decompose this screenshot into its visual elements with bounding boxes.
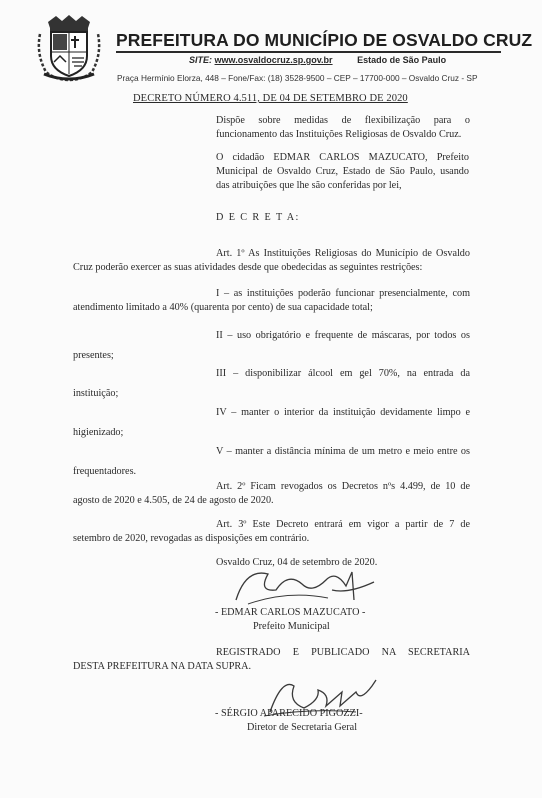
mayor-handwritten-signature [228, 560, 378, 610]
letterhead-site-line [189, 55, 446, 65]
site-url-link[interactable]: www.osvaldocruz.sp.gov.br [214, 55, 333, 65]
letterhead-title: PREFEITURA DO MUNICÍPIO DE OSVALDO CRUZ [116, 30, 533, 50]
preamble-line: das atribuições que lhe são conferidas por lei, [216, 180, 402, 191]
letterhead-rule [116, 51, 501, 53]
mayor-name: - EDMAR CARLOS MAZUCATO - [215, 607, 366, 618]
registry-line: REGISTRADO E PUBLICADO NA SECRETARIA [216, 647, 470, 658]
preamble-line: O cidadão EDMAR CARLOS MAZUCATO, Prefeito [216, 152, 469, 163]
letterhead-address: Praça Hermínio Elorza, 448 – Fone/Fax: (18) 3528-9500 – CEP – 17700-000 – Osvaldo Cruz - SP [117, 73, 478, 83]
item-line: I – as instituições poderão funcionar presencialmente, com [216, 288, 470, 299]
preamble-line: Municipal de Osvaldo Cruz, Estado de São Paulo, usando [216, 166, 469, 177]
item-3 [73, 364, 470, 404]
summary-line: funcionamento das Instituições Religiosas de Osvaldo Cruz. [216, 129, 462, 140]
article-2 [73, 480, 470, 508]
secretary-name: - SÉRGIO APARECIDO PIGOZZI- [215, 708, 363, 719]
article-line: Art. 1º As Instituições Religiosas do Município de Osvaldo [216, 248, 470, 259]
item-line: atendimento limitado a 40% (quarenta por cento) de sua capacidade total; [73, 302, 373, 313]
article-line: Art. 3º Este Decreto entrará em vigor a partir de 7 de [216, 519, 470, 530]
item-line: presentes; [73, 350, 114, 361]
article-line: agosto de 2020 e 4.505, de 24 de agosto de 2020. [73, 495, 274, 506]
summary-line: Dispõe sobre medidas de flexibilização para o [216, 115, 470, 126]
article-line: Art. 2º Ficam revogados os Decretos nºs 4.499, de 10 de [216, 481, 470, 492]
decreta-heading: D E C R E T A: [216, 212, 300, 223]
municipal-coat-of-arms [34, 14, 104, 84]
article-3 [73, 518, 470, 546]
item-line: II – uso obrigatório e frequente de máscaras, por todos os [216, 330, 470, 341]
decree-preamble [216, 151, 469, 193]
article-1 [73, 247, 470, 275]
item-4 [73, 403, 470, 443]
item-1 [73, 287, 470, 315]
mayor-role: Prefeito Municipal [253, 621, 330, 632]
item-5 [73, 442, 470, 482]
item-line: III – disponibilizar álcool em gel 70%, na entrada da [216, 368, 470, 379]
item-line: frequentadores. [73, 466, 137, 477]
item-line: instituição; [73, 388, 119, 399]
state-name: Estado de São Paulo [357, 55, 447, 65]
article-line: setembro de 2020, revogadas as disposições em contrário. [73, 533, 310, 544]
item-line: IV – manter o interior da instituição devidamente limpo e [216, 407, 470, 418]
item-line: V – manter a distância mínima de um metro e meio entre os [216, 446, 470, 457]
article-line: Cruz poderão exercer as suas atividades desde que obedecidas as seguintes restrições: [73, 262, 423, 273]
site-label: SITE: [189, 55, 213, 65]
secretary-role: Diretor de Secretaria Geral [247, 722, 358, 733]
decree-title: DECRETO NÚMERO 4.511, DE 04 DE SETEMBRO DE 2020 [133, 93, 408, 104]
registry-line: DESTA PREFEITURA NA DATA SUPRA. [73, 661, 252, 672]
item-line: higienizado; [73, 427, 124, 438]
place-and-date: Osvaldo Cruz, 04 de setembro de 2020. [216, 557, 378, 568]
registry-note [73, 646, 470, 674]
decree-summary [216, 114, 470, 142]
item-2 [73, 326, 470, 366]
